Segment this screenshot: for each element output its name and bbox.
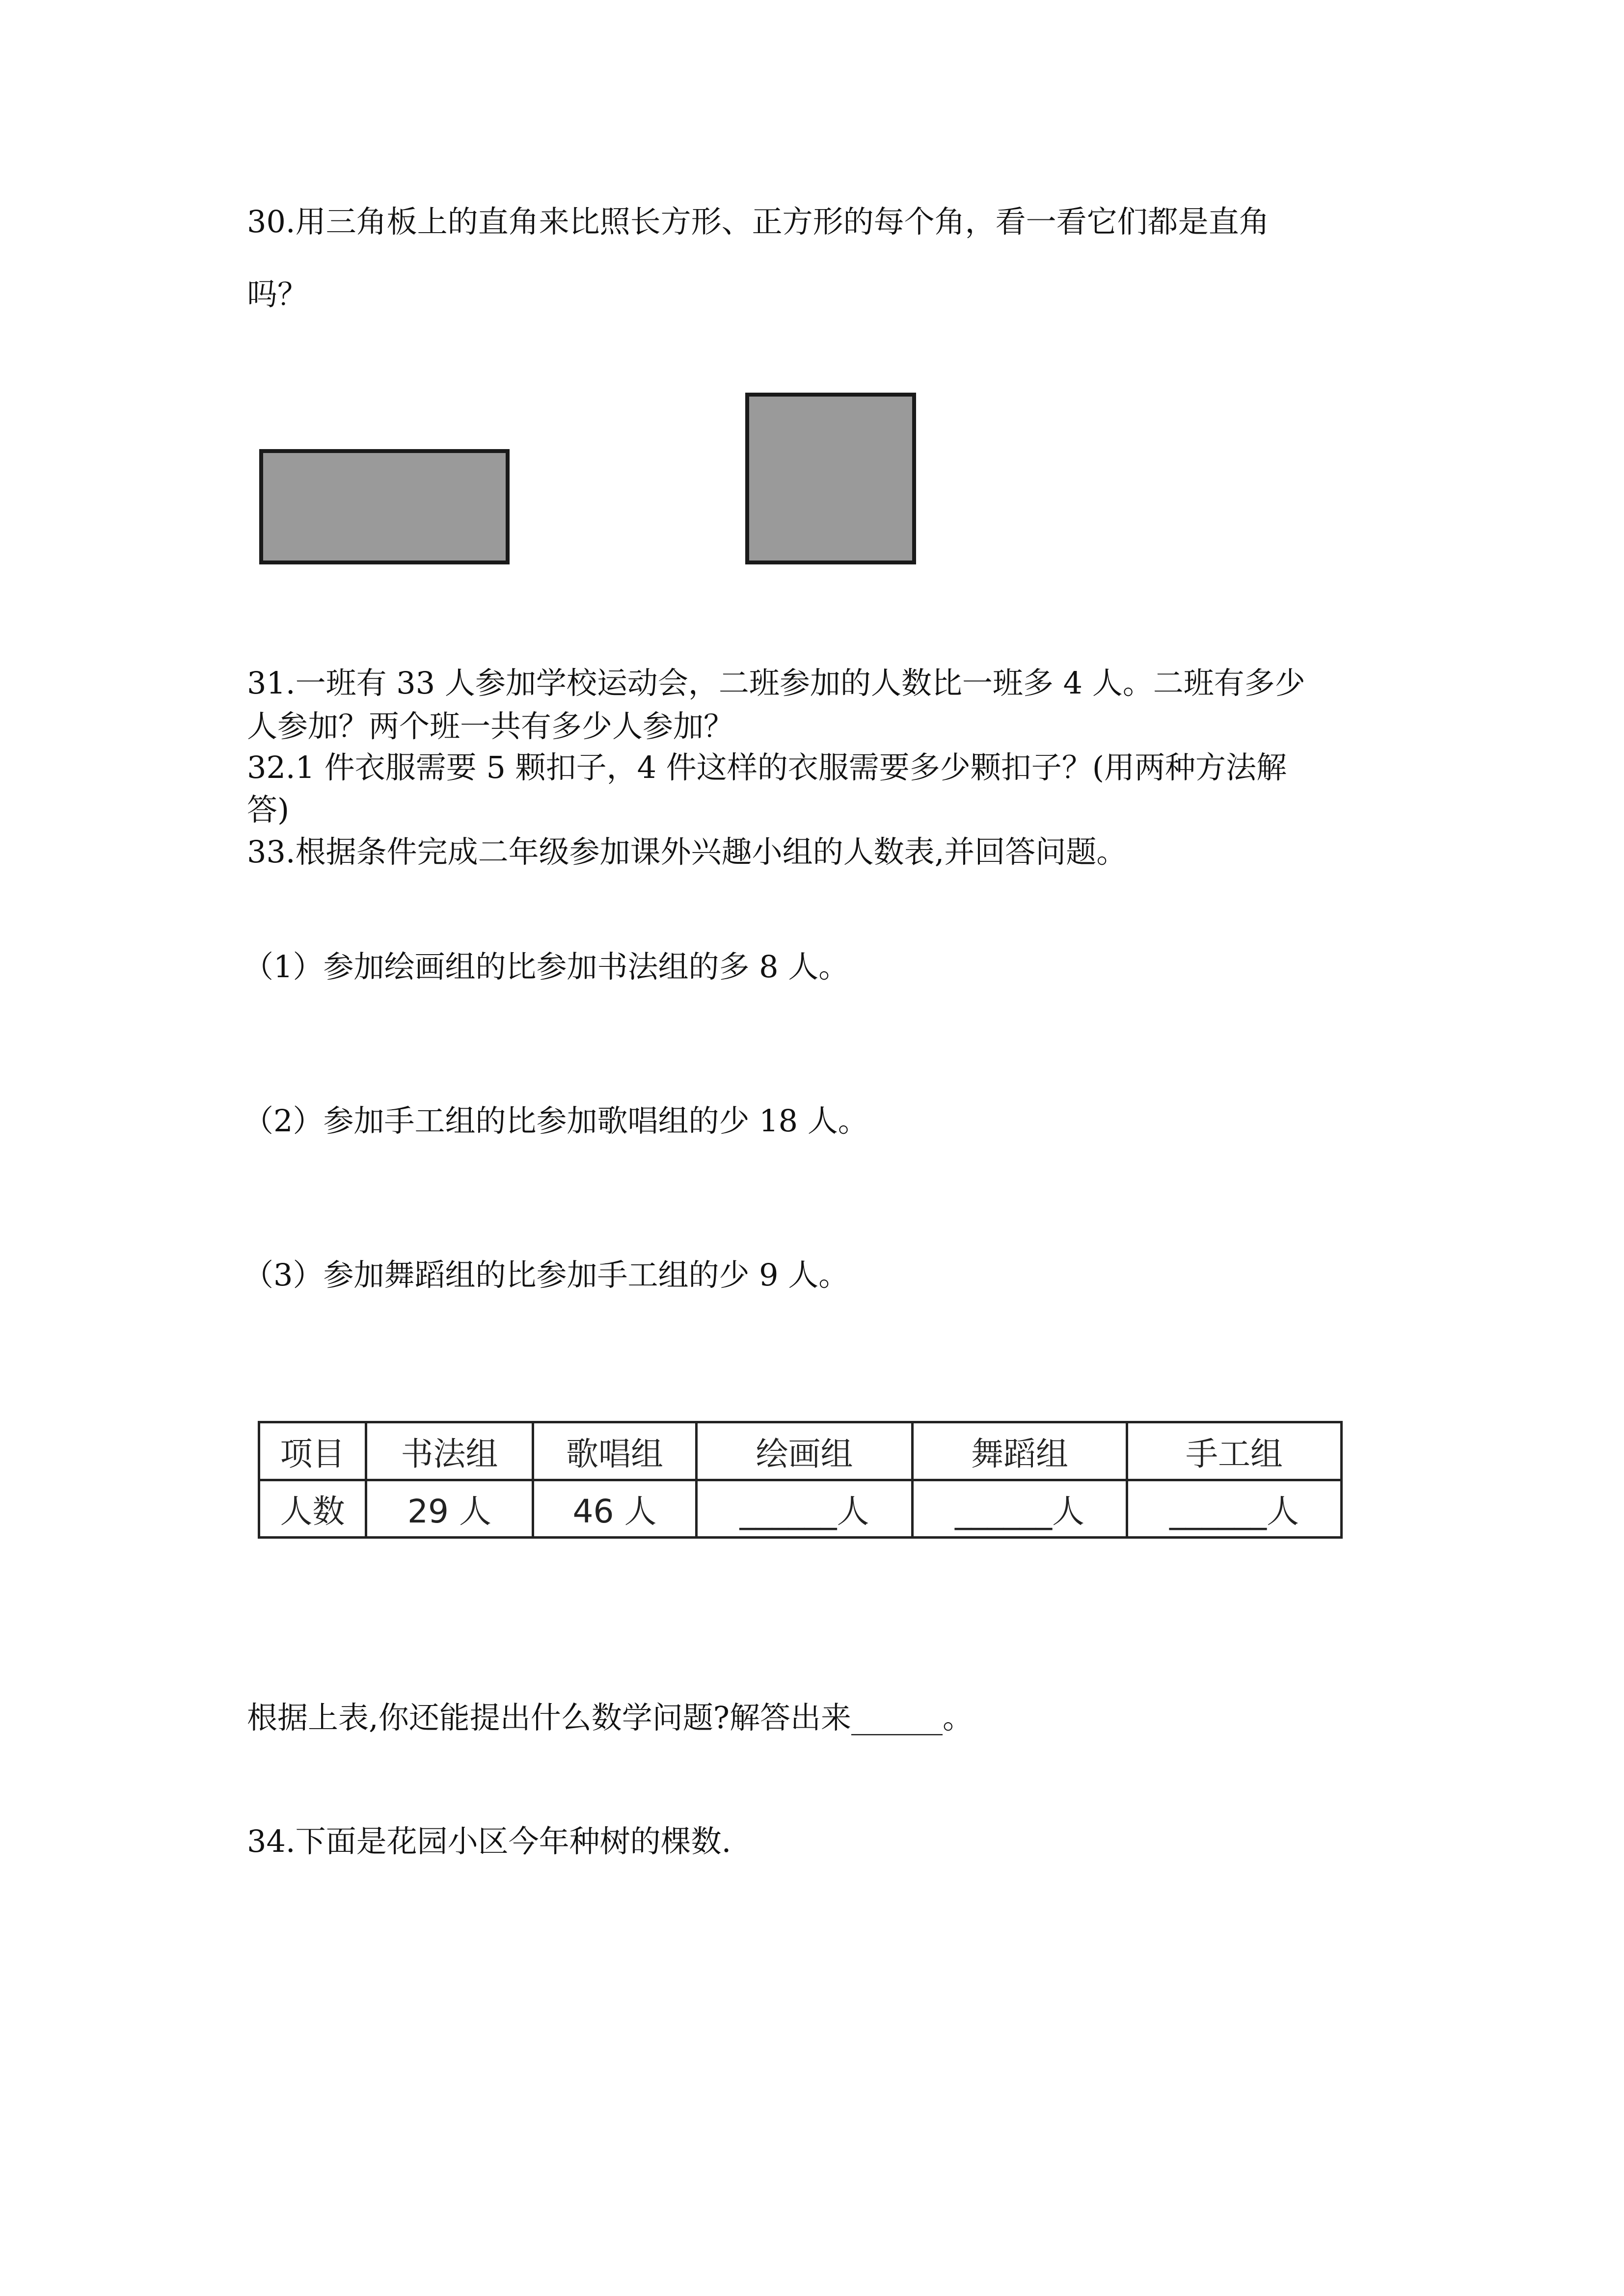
- table-header-cell: 项目: [259, 1422, 366, 1480]
- q33-condition-3: （3）参加舞蹈组的比参加手工组的少 9 人。: [243, 1257, 849, 1293]
- table-cell: 46 人: [533, 1480, 697, 1538]
- q32-text-line1: 32.1 件衣服需要 5 颗扣子，4 件这样的衣服需要多少颗扣子？(用两种方法解: [247, 749, 1287, 785]
- q30-text-line2: 吗？: [247, 276, 308, 312]
- rectangle-shape: [259, 449, 510, 564]
- table-cell: 人数: [259, 1480, 366, 1538]
- table-cell-blank[interactable]: ______人: [913, 1480, 1127, 1538]
- table-header-cell: 手工组: [1127, 1422, 1342, 1480]
- q33-followup: 根据上表,你还能提出什么数学问题?解答出来______。: [247, 1700, 973, 1735]
- table-header-cell: 舞蹈组: [913, 1422, 1127, 1480]
- table-cell-blank[interactable]: ______人: [697, 1480, 913, 1538]
- table-header-row: [259, 1422, 1342, 1480]
- q30-text-line1: 30.用三角板上的直角来比照长方形、正方形的每个角，看一看它们都是直角: [247, 204, 1270, 240]
- table-header-cell: 歌唱组: [533, 1422, 697, 1480]
- square-shape: [745, 393, 916, 564]
- q33-condition-1: （1）参加绘画组的比参加书法组的多 8 人。: [243, 949, 849, 985]
- q33-condition-2: （2）参加手工组的比参加歌唱组的少 18 人。: [243, 1103, 868, 1139]
- table-header-cell: 书法组: [366, 1422, 533, 1480]
- table-row: [259, 1480, 1342, 1538]
- q31-text-line2: 人参加？两个班一共有多少人参加？: [247, 708, 734, 744]
- q31-text-line1: 31.一班有 33 人参加学校运动会，二班参加的人数比一班多 4 人。二班有多少: [247, 665, 1305, 701]
- q34-title: 34.下面是花园小区今年种树的棵数.: [247, 1823, 731, 1859]
- q32-text-line2: 答): [247, 792, 290, 828]
- table-header-cell: 绘画组: [697, 1422, 913, 1480]
- interest-group-table: [258, 1421, 1340, 1539]
- table-cell-blank[interactable]: ______人: [1127, 1480, 1342, 1538]
- q33-title: 33.根据条件完成二年级参加课外兴趣小组的人数表,并回答问题。: [247, 834, 1127, 870]
- table-cell: 29 人: [366, 1480, 533, 1538]
